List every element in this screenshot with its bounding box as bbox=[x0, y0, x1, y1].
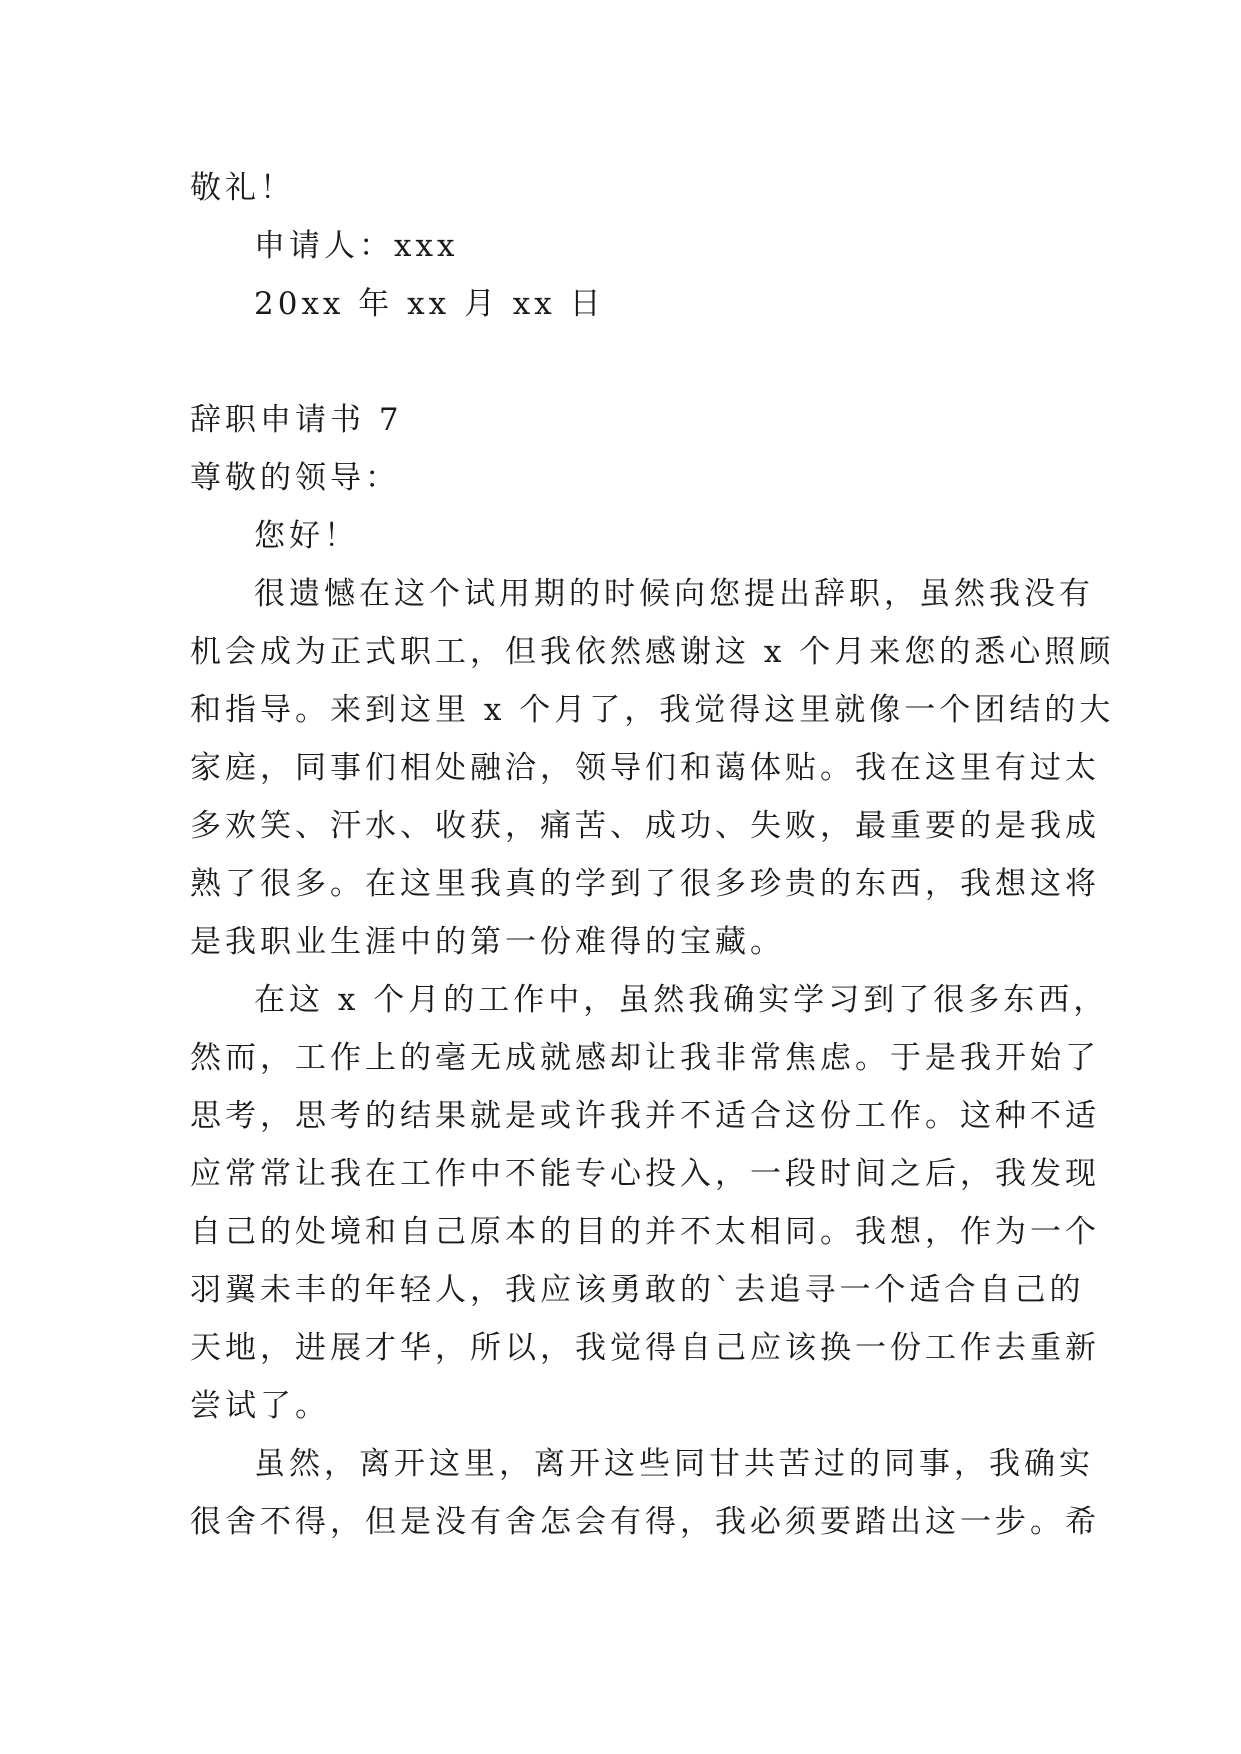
applicant-line: 申请人：xxx bbox=[254, 228, 459, 264]
body-line: 虽然，离开这里，离开这些同甘共苦过的同事，我确实 bbox=[254, 1446, 1094, 1482]
body-line: 很舍不得，但是没有舍怎会有得，我必须要踏出这一步。希 bbox=[190, 1504, 1100, 1540]
salutation: 尊敬的领导： bbox=[190, 460, 400, 496]
body-line: 和指导。来到这里 x 个月了，我觉得这里就像一个团结的大 bbox=[190, 692, 1115, 728]
body-line: 自己的处境和自己原本的目的并不太相同。我想，作为一个 bbox=[190, 1214, 1100, 1250]
body-line: 羽翼未丰的年轻人，我应该勇敢的`去追寻一个适合自己的 bbox=[190, 1272, 1085, 1308]
body-line: 机会成为正式职工，但我依然感谢这 x 个月来您的悉心照顾 bbox=[190, 634, 1115, 670]
body-line: 天地，进展才华，所以，我觉得自己应该换一份工作去重新 bbox=[190, 1330, 1100, 1366]
date-line: 20xx 年 xx 月 xx 日 bbox=[254, 286, 605, 322]
closing-text: 敬礼！ bbox=[190, 170, 295, 206]
body-line: 然而，工作上的毫无成就感却让我非常焦虑。于是我开始了 bbox=[190, 1040, 1100, 1076]
body-line: 很遗憾在这个试用期的时候向您提出辞职，虽然我没有 bbox=[254, 576, 1094, 612]
body-line: 是我职业生涯中的第一份难得的宝藏。 bbox=[190, 924, 785, 960]
body-line: 应常常让我在工作中不能专心投入，一段时间之后，我发现 bbox=[190, 1156, 1100, 1192]
body-line: 在这 x 个月的工作中，虽然我确实学习到了很多东西， bbox=[254, 982, 1109, 1018]
body-line: 尝试了。 bbox=[190, 1388, 330, 1424]
body-line: 家庭，同事们相处融洽，领导们和蔼体贴。我在这里有过太 bbox=[190, 750, 1100, 786]
body-line: 熟了很多。在这里我真的学到了很多珍贵的东西，我想这将 bbox=[190, 866, 1100, 902]
greeting: 您好！ bbox=[254, 518, 359, 554]
body-line: 多欢笑、汗水、收获，痛苦、成功、失败，最重要的是我成 bbox=[190, 808, 1100, 844]
letter-title: 辞职申请书 7 bbox=[190, 402, 403, 438]
body-line: 思考，思考的结果就是或许我并不适合这份工作。这种不适 bbox=[190, 1098, 1100, 1134]
